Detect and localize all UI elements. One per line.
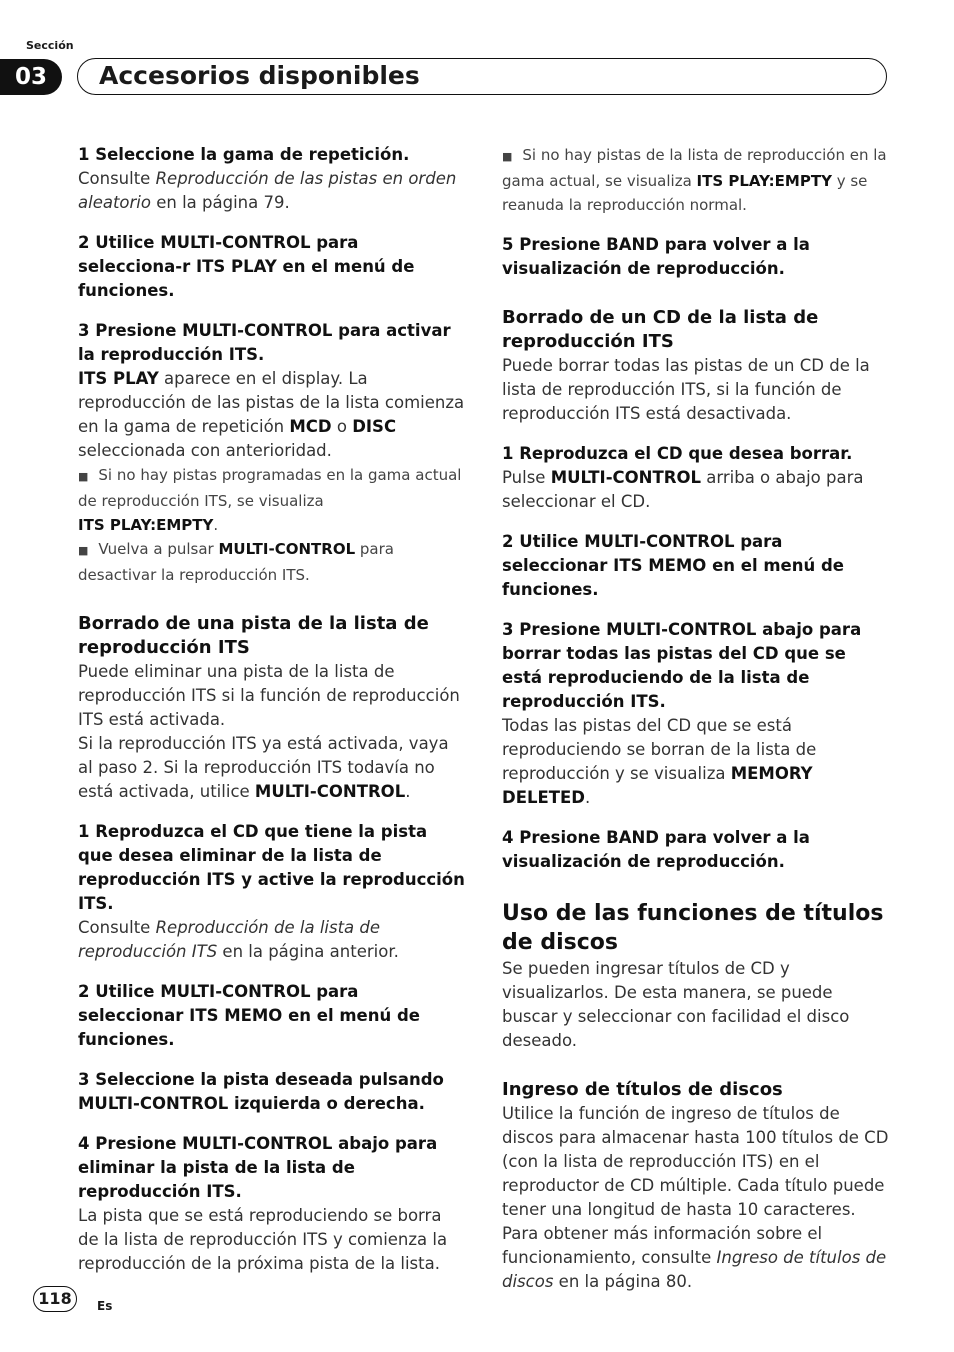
delete-track-note: Si la reproducción ITS ya está activada, vaya al paso 2. Si la reproducción ITS todavía no está activada, utilice MULTI-CONTROL. bbox=[78, 734, 449, 801]
square-bullet-icon: ■ bbox=[502, 150, 513, 163]
disc-titles-intro: Se pueden ingresar títulos de CD y visualizarlos. De esta manera, se puede buscar y seleccionar con facilidad el disco deseado. bbox=[502, 959, 850, 1050]
cd-step-1-heading: 1 Reproduzca el CD que desea borrar. bbox=[502, 444, 853, 463]
delete-step-1-text: Consulte Reproducción de la lista de reproducción ITS en la página anterior. bbox=[78, 918, 399, 961]
square-bullet-icon: ■ bbox=[78, 544, 89, 557]
page-number: 118 bbox=[33, 1286, 77, 1312]
delete-step-4-heading: 4 Presione MULTI-CONTROL abajo para eliminar la pista de la lista de reproducción ITS. bbox=[78, 1134, 438, 1201]
delete-step-3-heading: 3 Seleccione la pista deseada pulsando MULTI-CONTROL izquierda o derecha. bbox=[78, 1070, 444, 1113]
delete-step-1-heading: 1 Reproduzca el CD que tiene la pista que desea eliminar de la lista de reproducción ITS y active la reproducción ITS. bbox=[78, 822, 465, 913]
heading-disc-titles: Uso de las funciones de títulos de discos bbox=[502, 901, 884, 955]
entering-titles-text: Utilice la función de ingreso de títulos de discos para almacenar hasta 100 títulos de CD (con la lista de reproducción ITS) en el reproductor de CD múltiple. Cada título puede tener una longitud de hasta 10 caracteres. bbox=[502, 1104, 889, 1219]
page-title: Accesorios disponibles bbox=[99, 61, 420, 90]
step-3-heading: 3 Presione MULTI-CONTROL para activar la reproducción ITS. bbox=[78, 321, 451, 364]
heading-delete-track: Borrado de una pista de la lista de reproducción ITS bbox=[78, 613, 429, 658]
left-column bbox=[78, 143, 466, 1276]
delete-cd-intro: Puede borrar todas las pistas de un CD de la lista de reproducción ITS, si la función de reproducción ITS está desactivada. bbox=[502, 356, 870, 423]
cd-step-4-heading: 4 Presione BAND para volver a la visualización de reproducción. bbox=[502, 828, 810, 871]
delete-step-4-text: La pista que se está reproduciendo se borra de la lista de reproducción ITS y comienza la reproducción de la próxima pista de la lista. bbox=[78, 1206, 448, 1273]
entering-titles-ref: Para obtener más información sobre el funcionamiento, consulte Ingreso de títulos de discos en la página 80. bbox=[502, 1224, 887, 1291]
heading-entering-titles: Ingreso de títulos de discos bbox=[502, 1079, 783, 1100]
step-3-text: ITS PLAY aparece en el display. La reproducción de las pistas de la lista comienza en la gama de repetición MCD o DISC seleccionada con anterioridad. bbox=[78, 369, 465, 460]
cd-step-3-heading: 3 Presione MULTI-CONTROL abajo para borrar todas las pistas del CD que se está reproduciendo de la lista de reproducción ITS. bbox=[502, 620, 862, 711]
language-code: Es bbox=[97, 1299, 113, 1313]
square-bullet-icon: ■ bbox=[78, 470, 89, 483]
bullet-note-1: ■ Si no hay pistas programadas en la gama actual de reproducción ITS, se visualiza bbox=[78, 466, 462, 510]
bullet-note-1-value: ITS PLAY:EMPTY. bbox=[78, 516, 219, 534]
cd-step-2-heading: 2 Utilice MULTI-CONTROL para seleccionar ITS MEMO en el menú de funciones. bbox=[502, 532, 844, 599]
bullet-note-2: ■ Vuelva a pulsar MULTI-CONTROL para desactivar la reproducción ITS. bbox=[78, 540, 394, 584]
bullet-note-3: ■ Si no hay pistas de la lista de reproducción en la gama actual, se visualiza ITS PLAY:EMPTY y se reanuda la reproducción normal. bbox=[502, 146, 887, 214]
heading-delete-cd: Borrado de un CD de la lista de reproducción ITS bbox=[502, 307, 819, 352]
step-1-heading: 1 Seleccione la gama de repetición. bbox=[78, 145, 410, 164]
section-label: Sección bbox=[26, 39, 74, 52]
section-number-tab: 03 bbox=[0, 59, 62, 95]
cd-step-1-text: Pulse MULTI-CONTROL arriba o abajo para seleccionar el CD. bbox=[502, 468, 864, 511]
cross-reference: Reproducción de las pistas en orden aleatorio bbox=[78, 169, 457, 212]
cross-reference: Ingreso de títulos de discos bbox=[502, 1248, 887, 1291]
delete-step-2-heading: 2 Utilice MULTI-CONTROL para seleccionar ITS MEMO en el menú de funciones. bbox=[78, 982, 420, 1049]
cross-reference: Reproducción de la lista de reproducción ITS bbox=[78, 918, 381, 961]
right-column bbox=[502, 143, 890, 1294]
step-2-heading: 2 Utilice MULTI-CONTROL para selecciona-r ITS PLAY en el menú de funciones. bbox=[78, 233, 415, 300]
step-1-text: Consulte Reproducción de las pistas en orden aleatorio en la página 79. bbox=[78, 169, 457, 212]
delete-track-intro: Puede eliminar una pista de la lista de reproducción ITS si la función de reproducción ITS está activada. bbox=[78, 662, 460, 729]
cd-step-3-text: Todas las pistas del CD que se está reproduciendo se borran de la lista de reproducción y se visualiza MEMORY DELETED. bbox=[502, 716, 817, 807]
step-5-heading: 5 Presione BAND para volver a la visualización de reproducción. bbox=[502, 235, 810, 278]
